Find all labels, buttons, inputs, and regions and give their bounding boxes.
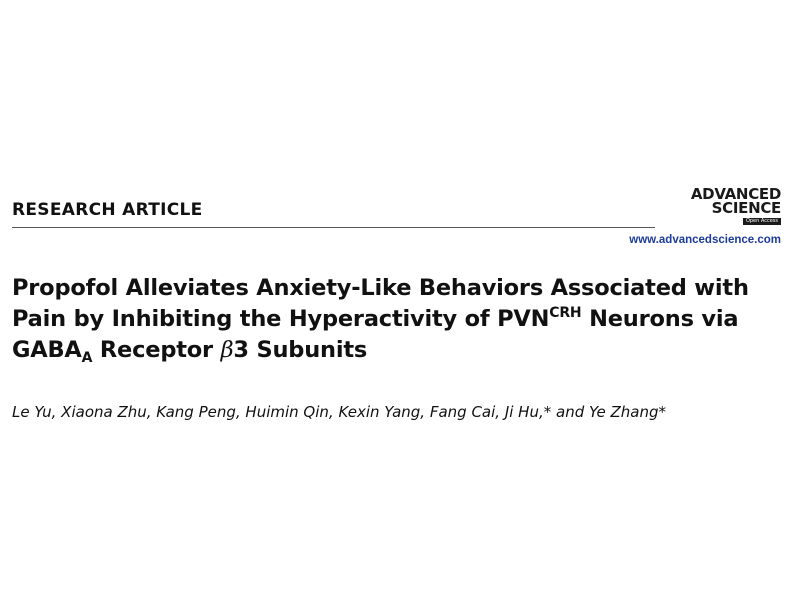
title-text-part4: 3 Subunits <box>233 337 368 363</box>
title-greek-beta: β <box>220 337 234 363</box>
journal-url-link[interactable]: www.advancedscience.com <box>629 234 781 246</box>
title-text-part2: Neurons via GABA <box>12 306 739 363</box>
title-subscript: A <box>81 350 93 366</box>
header-divider <box>12 227 655 228</box>
author-list: Le Yu, Xiaona Zhu, Kang Peng, Huimin Qin, Kexin Yang, Fang Cai, Ji Hu,* and Ye Zhang* <box>12 403 667 421</box>
section-label: RESEARCH ARTICLE <box>12 200 203 220</box>
title-text-part1: Propofol Alleviates Anxiety-Like Behaviors Associated with Pain by Inhibiting the Hyperactivity of PVN <box>12 275 749 332</box>
title-text-part3: Receptor <box>92 337 221 363</box>
open-access-badge: Open Access <box>743 218 781 225</box>
journal-logo-line2: SCIENCE <box>711 199 781 217</box>
title-superscript: CRH <box>549 305 582 321</box>
article-title <box>12 273 782 366</box>
journal-logo <box>655 186 781 230</box>
journal-logo-line1: ADVANCED <box>690 185 781 203</box>
